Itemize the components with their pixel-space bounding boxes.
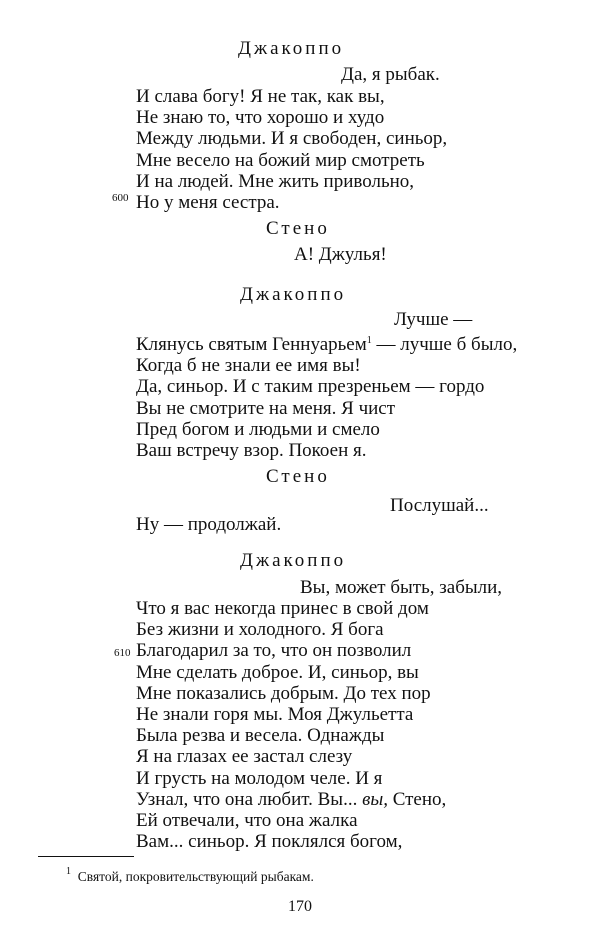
verse-line: Мне сделать доброе. И, синьор, вы <box>136 661 419 683</box>
verse-line: Не знаю то, что хорошо и худо <box>136 107 385 129</box>
verse-line: Что я вас некогда принес в свой дом <box>136 598 429 619</box>
verse-line: Благодарил за то, что он позволил <box>136 640 412 662</box>
verse-line: Ей отвечали, что она жалка <box>136 810 358 832</box>
line-number: 600 <box>112 192 129 204</box>
verse-line: Мне показались добрым. До тех пор <box>136 682 431 704</box>
footnote-text: Святой, покровительствующий рыбакам. <box>77 869 314 884</box>
verse-line: А! Джулья! <box>294 244 387 265</box>
line-number: 610 <box>114 647 131 659</box>
verse-stanza <box>136 598 446 852</box>
verse-text: Клянусь святым Геннуарьем <box>136 334 367 355</box>
speaker-name: Джакоппо <box>238 38 345 59</box>
verse-text: — лучше б было, <box>371 334 518 355</box>
verse-line: Вы, может быть, забыли, <box>300 577 503 598</box>
verse-line: Ну — продолжай. <box>136 514 282 535</box>
verse-line: Когда б не знали ее имя вы! <box>136 355 361 377</box>
speaker-name: Стено <box>266 218 330 239</box>
verse-stanza <box>136 330 517 461</box>
footnote-reference: 1 <box>366 335 372 346</box>
page-number: 170 <box>288 898 312 915</box>
verse-line: Я на глазах ее застал слезу <box>136 746 353 768</box>
verse-line: И на людей. Мне жить привольно, <box>136 170 415 192</box>
verse-line: Да, я рыбак. <box>341 64 440 85</box>
verse-text-italic: вы, <box>362 788 388 810</box>
verse-line: Пред богом и людьми и смело <box>136 418 380 440</box>
footnote-divider <box>38 856 134 857</box>
verse-line: Мне весело на божий мир смотреть <box>136 149 425 171</box>
footnote-mark: 1 <box>66 866 71 877</box>
verse-line: Вы не смотрите на меня. Я чист <box>136 397 396 419</box>
verse-line: Ваш встречу взор. Покоен я. <box>136 440 367 462</box>
verse-line <box>136 789 446 810</box>
speaker-name: Джакоппо <box>240 550 347 571</box>
verse-text: Стено, <box>387 788 447 810</box>
verse-line: И грусть на молодом челе. И я <box>136 767 383 789</box>
verse-line: Но у меня сестра. <box>136 192 280 214</box>
verse-line: Была резва и весела. Однажды <box>136 725 385 747</box>
footnote <box>66 866 314 885</box>
verse-line: Да, синьор. И с таким презреньем — гордо <box>136 376 485 398</box>
verse-line: Не знали горя мы. Моя Джульетта <box>136 704 414 726</box>
verse-line: Между людьми. И я свободен, синьор, <box>136 128 448 150</box>
verse-line <box>136 330 517 355</box>
verse-line: Вам... синьор. Я поклялся богом, <box>136 831 403 853</box>
speaker-name: Джакоппо <box>240 284 347 305</box>
speaker-name: Стено <box>266 466 330 487</box>
verse-text: Узнал, что она любит. Вы... <box>136 788 363 810</box>
verse-line: Послушай... <box>390 495 489 516</box>
verse-stanza <box>136 86 447 213</box>
verse-line: И слава богу! Я не так, как вы, <box>136 86 385 107</box>
verse-line: Лучше — <box>394 309 473 330</box>
verse-line: Без жизни и холодного. Я бога <box>136 619 384 641</box>
